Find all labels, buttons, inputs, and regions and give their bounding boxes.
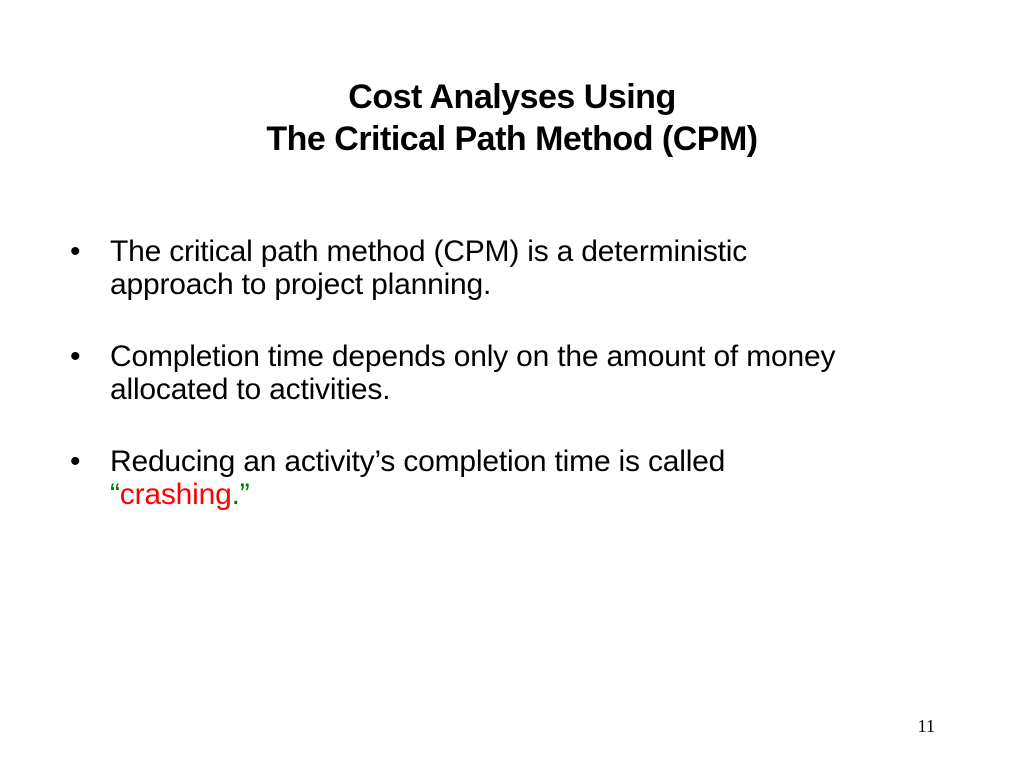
bullet-3-line-1: Reducing an activity’s completion time is called: [110, 445, 726, 478]
bullet-item-3: [70, 445, 970, 511]
bullet-2-line-1: Completion time depends only on the amount of money: [110, 340, 836, 373]
bullet-item-1: [70, 235, 970, 301]
crashing-term: crashing: [119, 478, 232, 511]
quote-close: ”: [239, 478, 250, 511]
bullet-1-line-2: approach to project planning.: [110, 268, 492, 301]
bullet-icon: •: [70, 340, 81, 373]
bullet-icon: •: [70, 445, 81, 478]
bullet-item-2: [70, 340, 970, 406]
slide-title-line-2: The Critical Path Method (CPM): [266, 120, 758, 158]
bullet-2-line-2: allocated to activities.: [110, 373, 391, 406]
page-number: 11: [917, 716, 935, 736]
term-period: .: [231, 478, 240, 511]
slide-title-line-1: Cost Analyses Using: [348, 78, 676, 116]
bullet-1-line-1: The critical path method (CPM) is a deterministic: [110, 235, 748, 268]
bullet-icon: •: [70, 235, 81, 268]
quote-open: “: [110, 478, 120, 511]
bullet-list: [70, 235, 970, 550]
slide-title: [0, 76, 1024, 160]
